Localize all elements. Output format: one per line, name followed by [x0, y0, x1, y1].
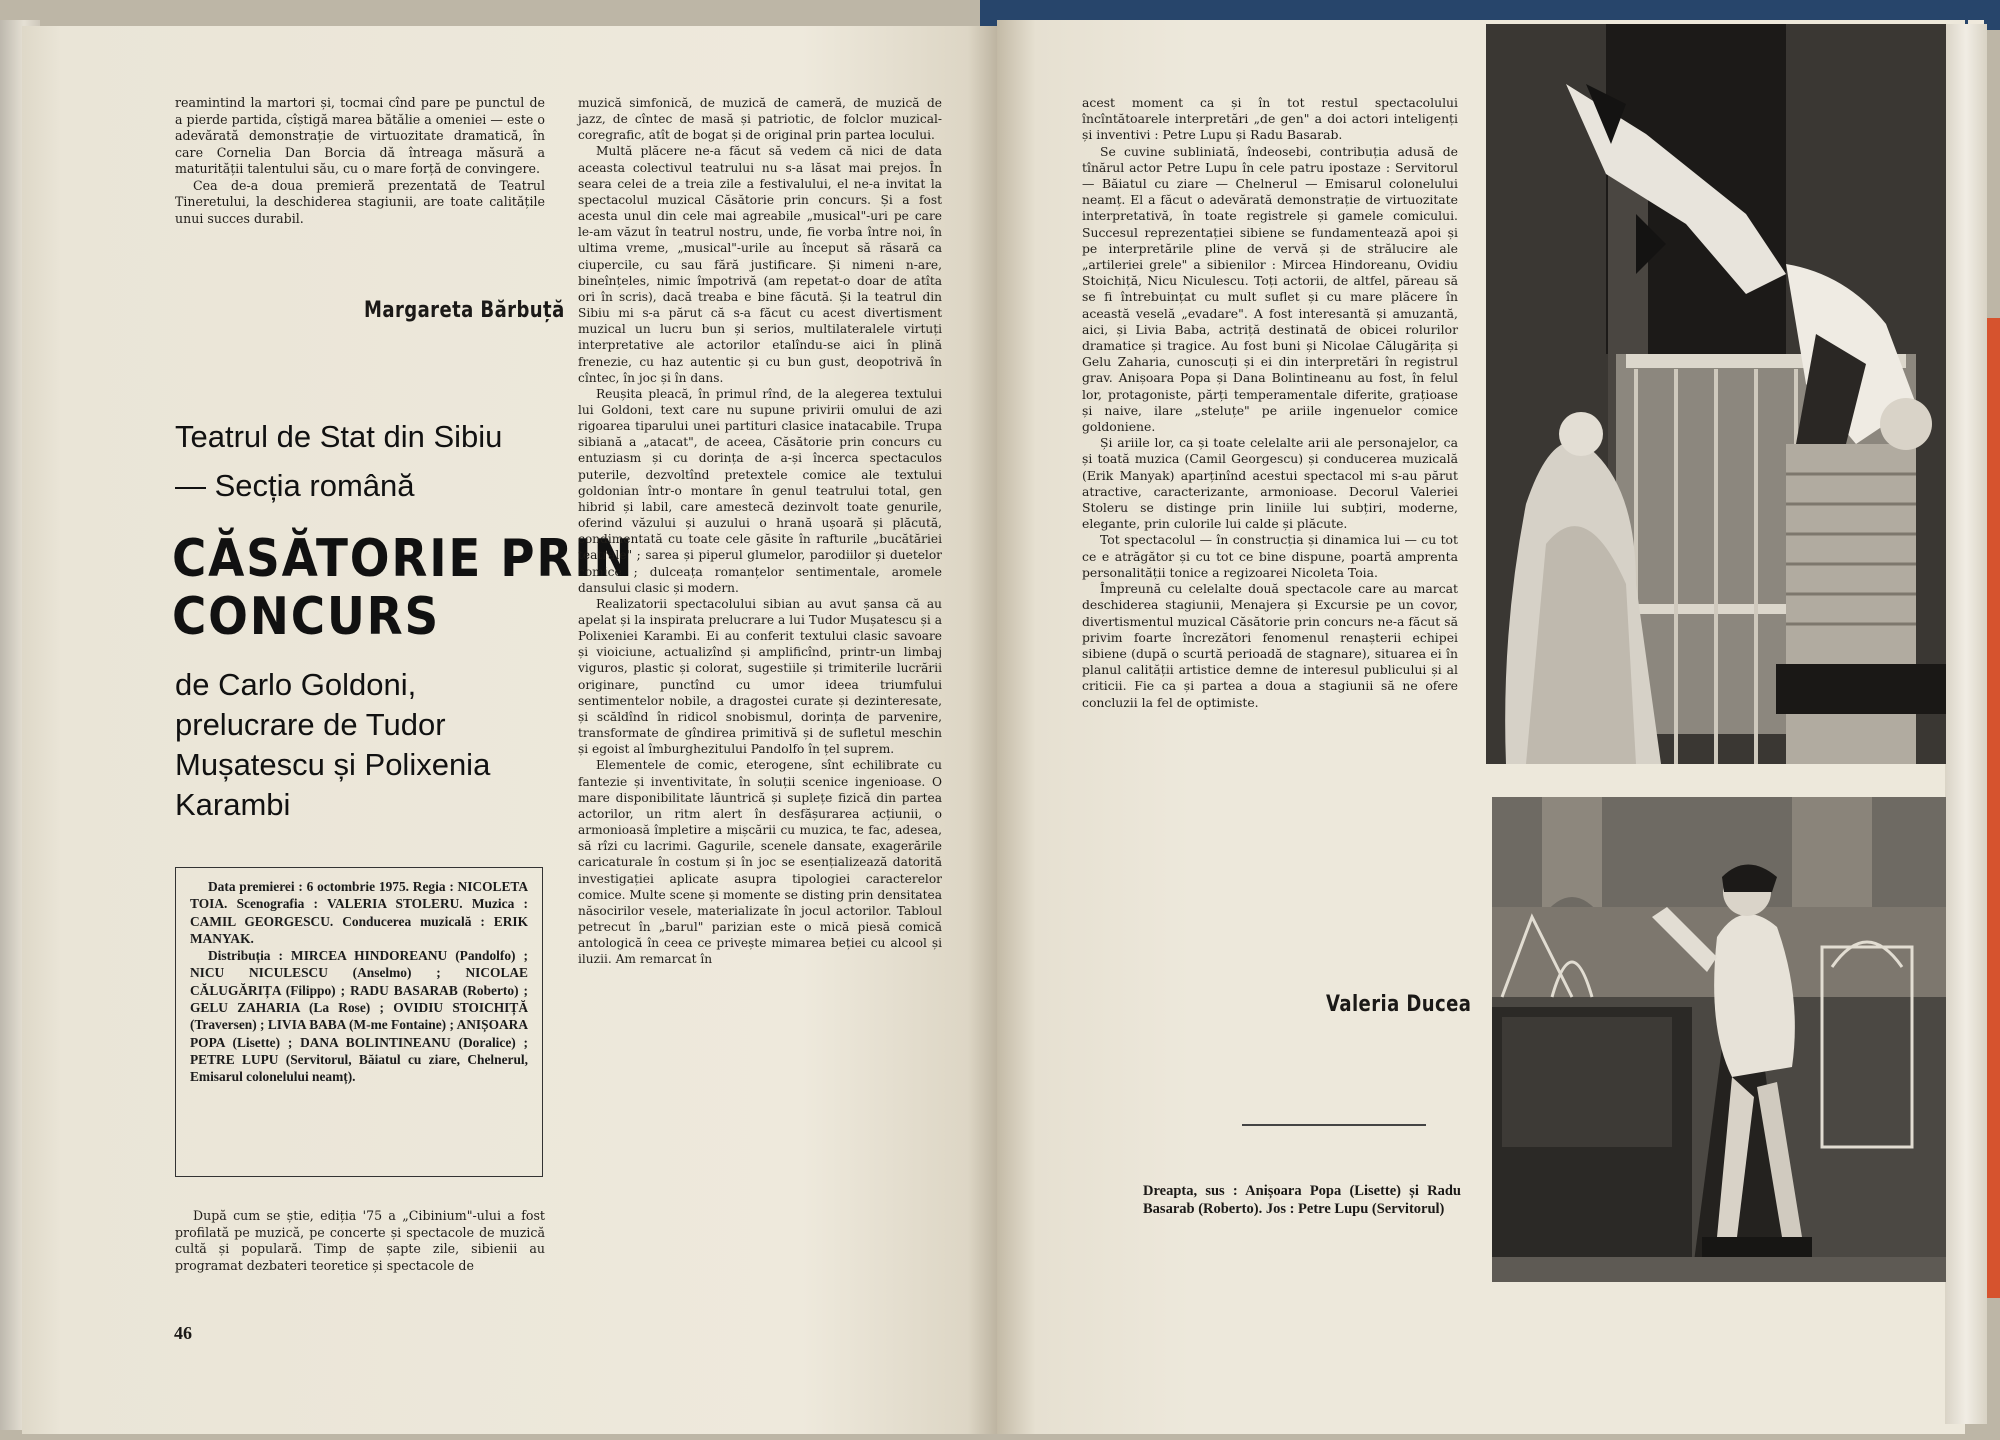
photo-caption: Dreapta, sus : Anișoara Popa (Lisette) și Radu Basarab (Roberto). Jos : Petre Lupu (Servitorul)	[1143, 1183, 1461, 1217]
photo-lisette-roberto	[1486, 24, 1946, 764]
divider	[1242, 1124, 1426, 1126]
paragraph: După cum se știe, ediția '75 a „Cibinium"-ului a fost profilată pe muzică, pe concerte și spectacole de muzică cultă și populară. Timp de șapte zile, sibienii au programat dezbateri teoretice și spectacole de	[175, 1208, 545, 1273]
signature-2: Valeria Ducea	[1326, 992, 1472, 1017]
credits-box	[175, 867, 543, 1177]
signature-1: Margareta Bărbuță	[364, 298, 565, 323]
author-line-2: prelucrare de Tudor	[175, 707, 446, 742]
paragraph: Tot spectacolul — în construcția și dinamica lui — cu tot ce e atrăgător și cu tot ce bine dispune, poartă amprenta personalității tonice a regizoarei Nicoleta Toia.	[1082, 532, 1458, 580]
column-2	[578, 95, 942, 967]
paragraph: Cea de-a doua premieră prezentată de Teatrul Tineretului, la deschiderea stagiunii, are toate calitățile unui succes durabil.	[175, 177, 545, 226]
paragraph: Elementele de comic, eterogene, sînt echilibrate cu fantezie și inventivitate, în soluții scenice ingenioase. O mare disponibilitate lăuntrică și suplețe fizică din partea actorilor, un ritm alert în desfășurarea acțiunii, o armonioasă împletire a mișcării cu muzica, te fac, adesea, să rîzi cu lacrimi. Gagurile, scenele dansate, exagerările caricaturale în costum și în joc se esențializează datorită investigației aplicate asupra tipologiei caracterelor comice. Multe scene și momente se disting prin densitatea năsocirilor vesele, materializate în jocul actorilor. Tabloul petrecut în „barul" parizian este o mică piesă comică antologică în ceea ce privește mimarea beției cu alcool și iluzii. Am remarcat în	[578, 758, 942, 967]
column-1-top	[175, 95, 545, 227]
paragraph: Multă plăcere ne-a făcut să vedem că nici de data aceasta colectivul teatrului nu s-a lăsat mai prejos. În seara celei de a treia zile a festivalului, el ne-a invitat la spectacolul muzical Căsătorie prin concurs. Și a fost acesta unul din cele mai agreabile „musical"-uri pe care le-am văzut în teatrul nostru, unde, fie vorba între noi, în ultima vreme, „musical"-urile au început să răsară ca ciupercile, cu sau fără justificare. Și nimeni n-are, bineînțeles, nimic împotrivă (am repetat-o doar de atîta ori în scris), dacă treaba e bine făcută. Și la teatrul din Sibiu mi s-a părut că s-a făcut cu acest divertisment muzical un lucru bun și serios, multilateralele virtuți interpretative ale actorilor etalîndu-se aici în plină frenezie, cu haz autentic și cu bun gust, deopotrivă în cîntec, în joc și în dans.	[578, 144, 942, 385]
paragraph: muzică simfonică, de muzică de cameră, de muzică de jazz, de cîntec de masă și patriotic, de folclor muzical-coregrafic, atît de bogat și de original prin partea locului.	[578, 96, 942, 143]
paragraph: Și ariile lor, ca și toate celelalte arii ale personajelor, ca și toată muzica (Camil Georgescu) și conducerea muzicală (Erik Manyak) aparținînd acestui spectacol mi s-au părut atractive, caracterizante, armonioase. Decorul Valeriei Stoleru se distinge prin liniile lui subțiri, moderne, elegante, prin culorile lui calde și plăcute.	[1082, 435, 1458, 532]
author-line-4: Karambi	[175, 787, 291, 822]
paragraph: Împreună cu celelalte două spectacole care au marcat deschiderea stagiunii, Menajera și Excursie pe un covor, divertismentul muzical Căsătorie prin concurs ne-a făcut să privim foarte încrezători fenomenul renașterii echipei sibiene (după o scurtă perioadă de stagnare), situarea ei în planul calității artistice demne de interesul publicului și al criticii. Fie ca și partea a doua a stagiunii să ne ofere concluzii la fel de optimiste.	[1082, 581, 1458, 710]
paragraph: Se cuvine subliniată, îndeosebi, contribuția adusă de tînărul actor Petre Lupu în cele patru ipostaze : Servitorul — Băiatul cu ziare — Chelnerul — Emisarul colonelului neamț. El a făcut o adevărată demonstrație de virtuozitate interpretativă, în toate registrele și gamele comicului. Succesul reprezentației sibiene se fundamentează apoi și pe interpretările pline de vervă și de strălucire ale „artileriei grele" a sibienilor : Mircea Hindoreanu, Ovidiu Stoichiță, Nicu Niculescu. Toți actorii, de altfel, păreau să se fi întrebuințat cu mult suflet și cu mare plăcere în această veselă „evadare". A fost interesantă și amuzantă, aici, și Livia Baba, actriță destinată de obicei rolurilor dramatice și tragice. Au fost buni și Nicolae Călugărița și Gelu Zaharia, cunoscuți și ei din interpretări în registrul grav. Anișoara Popa și Dana Bolintineanu au fost, în felul lor, protagoniste, părți temperamentale diferite, grațioase și naive, ilare „steluțe" pe ariile ingenuelor comice goldoniene.	[1082, 143, 1458, 435]
column-1-bottom	[175, 1208, 545, 1274]
play-title-line2: CONCURS	[172, 587, 440, 647]
credits-premiere: Data premierei : 6 octombrie 1975. Regia : NICOLETA TOIA. Scenografia : VALERIA STOLERU. Muzica : CAMIL GEORGESCU. Conducerea muzicală : ERIK MANYAK.	[190, 879, 528, 946]
author-line-3: Mușatescu și Polixenia	[175, 747, 491, 782]
paragraph: acest moment ca și în tot restul spectacolului încîntătoarele interpretări „de gen" a doi actori inteligenți și inventivi : Petre Lupu și Radu Basarab.	[1082, 95, 1458, 143]
column-3	[1082, 95, 1458, 711]
paragraph: reamintind la martori și, tocmai cînd pare pe punctul de a pierde partida, cîștigă marea bătălie a omeniei — este o adevărată demonstrație de virtuozitate dramatică, în care Cornelia Dan Borcia dă întreaga măsură a maturității talentului său, cu o mare forță de convingere.	[175, 95, 545, 176]
page-edge-right	[1945, 24, 1987, 1424]
paragraph: Realizatorii spectacolului sibian au avut șansa că au apelat și la inspirata prelucrare a lui Tudor Mușatescu și a Polixeniei Karambi. Ei au conferit textului clasic savoare și vioiciune, actualizînd și amplificînd, printr-un limbaj viguros, plastic și colorat, sugestiile și trimiterile lucrării originare, punctînd cu umor ideea triumfului sentimentelor nobile, a dragostei curate și dezinteresate, și scăldînd în ridicol snobismul, dorința de parvenire, transformate de gîndirea primitivă și de sufletul meschin și egoist al îmburghezitului Pandolfo în țel suprem.	[578, 596, 942, 757]
paragraph: Reușita pleacă, în primul rînd, de la alegerea textului lui Goldoni, text care nu supune privirii omului de azi rigoarea tiparului unei partituri clasice inatacabile. Trupa sibiană a „atacat", de aceea, Căsătorie prin concurs cu entuziasm și cu dorința de a-și încerca spectaculos puterile, dezvoltînd pretextele comice ale textului goldonian într-o montare în genul teatrului total, gen hibrid și labil, care amestecă dezinvolt toate genurile, oferind văzului și auzului o hrană ușoară și plăcută, condimentată cu toate cele găsite în rafturile „bucătăriei teatrale" ; sarea și piperul glumelor, parodiilor și duetelor comice ; dulceața romanțelor sentimentale, aromele dansului clasic și modern.	[578, 386, 942, 595]
theatre-section: — Secția română	[175, 468, 415, 503]
page-number: 46	[174, 1323, 192, 1343]
credits-cast: Distribuția : MIRCEA HINDOREANU (Pandolfo) ; NICU NICULESCU (Anselmo) ; NICOLAE CĂLUGĂRIȚA (Filippo) ; RADU BASARAB (Roberto) ; GELU ZAHARIA (La Rose) ; OVIDIU STOICHIȚĂ (Traversen) ; LIVIA BABA (M-me Fontaine) ; ANIȘOARA POPA (Lisette) ; DANA BOLINTINEANU (Doralice) ; PETRE LUPU (Servitorul, Băiatul cu ziare, Chelnerul, Emisarul colonelului neamț).	[190, 948, 528, 1085]
theatre-name: Teatrul de Stat din Sibiu	[175, 419, 503, 454]
photo-servitorul	[1492, 797, 1946, 1282]
play-title-line1: CĂSĂTORIE PRIN	[172, 529, 635, 589]
author-line-1: de Carlo Goldoni,	[175, 667, 417, 702]
